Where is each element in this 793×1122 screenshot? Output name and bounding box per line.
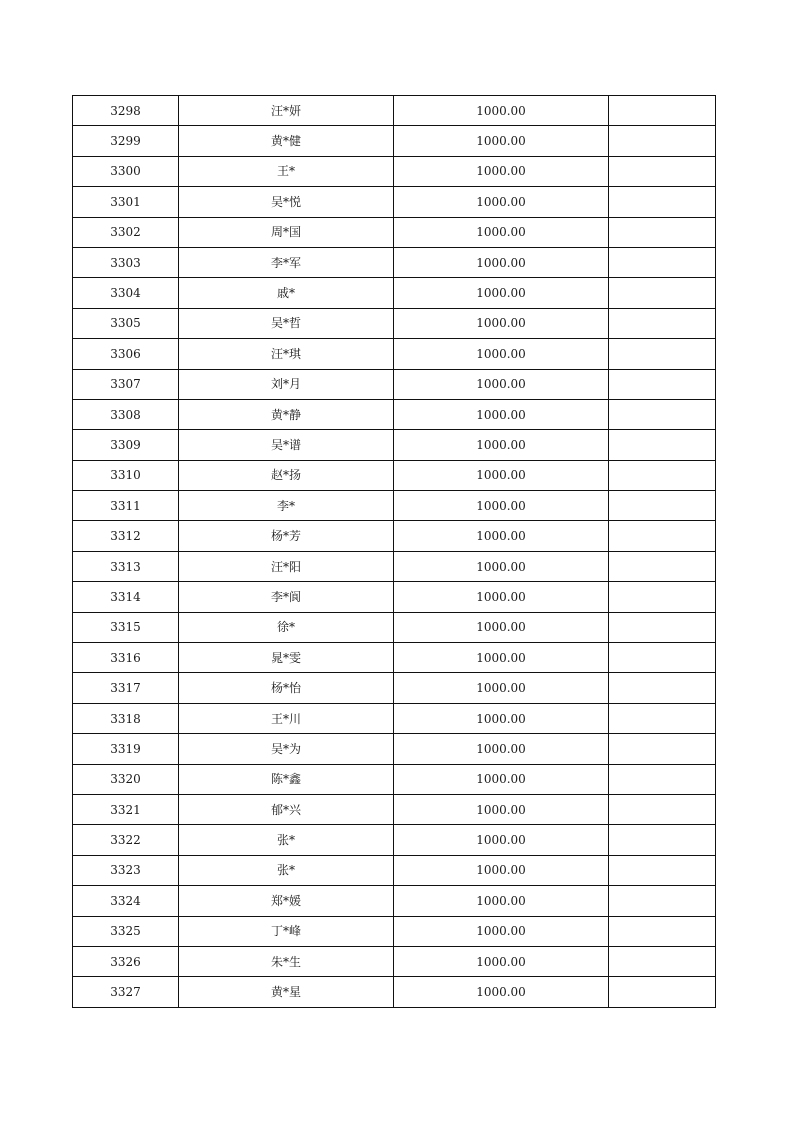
payment-table-body [73, 96, 716, 1008]
serial-number-cell: 3299 [73, 126, 179, 156]
table-row [73, 126, 716, 156]
remark-cell [609, 582, 716, 612]
serial-number-cell: 3321 [73, 794, 179, 824]
serial-number-cell: 3320 [73, 764, 179, 794]
table-row [73, 247, 716, 277]
amount-cell: 1000.00 [394, 551, 609, 581]
table-row [73, 339, 716, 369]
name-cell: 戚* [179, 278, 394, 308]
amount-cell: 1000.00 [394, 673, 609, 703]
table-row [73, 977, 716, 1007]
table-row [73, 430, 716, 460]
remark-cell [609, 247, 716, 277]
name-cell: 杨*怡 [179, 673, 394, 703]
name-cell: 杨*芳 [179, 521, 394, 551]
serial-number-cell: 3323 [73, 855, 179, 885]
amount-cell: 1000.00 [394, 946, 609, 976]
table-row [73, 582, 716, 612]
table-row [73, 703, 716, 733]
name-cell: 周*国 [179, 217, 394, 247]
name-cell: 汪*妍 [179, 96, 394, 126]
amount-cell: 1000.00 [394, 187, 609, 217]
payment-table [72, 95, 716, 1008]
serial-number-cell: 3298 [73, 96, 179, 126]
remark-cell [609, 369, 716, 399]
remark-cell [609, 156, 716, 186]
amount-cell: 1000.00 [394, 643, 609, 673]
amount-cell: 1000.00 [394, 886, 609, 916]
remark-cell [609, 643, 716, 673]
serial-number-cell: 3314 [73, 582, 179, 612]
name-cell: 王* [179, 156, 394, 186]
amount-cell: 1000.00 [394, 582, 609, 612]
name-cell: 李*阆 [179, 582, 394, 612]
table-row [73, 551, 716, 581]
name-cell: 李*军 [179, 247, 394, 277]
remark-cell [609, 855, 716, 885]
serial-number-cell: 3325 [73, 916, 179, 946]
serial-number-cell: 3316 [73, 643, 179, 673]
name-cell: 吴*谱 [179, 430, 394, 460]
remark-cell [609, 96, 716, 126]
remark-cell [609, 825, 716, 855]
table-row [73, 308, 716, 338]
remark-cell [609, 126, 716, 156]
name-cell: 李* [179, 491, 394, 521]
serial-number-cell: 3324 [73, 886, 179, 916]
amount-cell: 1000.00 [394, 794, 609, 824]
name-cell: 朱*生 [179, 946, 394, 976]
serial-number-cell: 3319 [73, 734, 179, 764]
serial-number-cell: 3305 [73, 308, 179, 338]
table-row [73, 886, 716, 916]
remark-cell [609, 764, 716, 794]
name-cell: 张* [179, 825, 394, 855]
amount-cell: 1000.00 [394, 308, 609, 338]
remark-cell [609, 278, 716, 308]
serial-number-cell: 3303 [73, 247, 179, 277]
amount-cell: 1000.00 [394, 612, 609, 642]
name-cell: 王*川 [179, 703, 394, 733]
remark-cell [609, 734, 716, 764]
name-cell: 陈*鑫 [179, 764, 394, 794]
table-row [73, 643, 716, 673]
remark-cell [609, 977, 716, 1007]
amount-cell: 1000.00 [394, 399, 609, 429]
amount-cell: 1000.00 [394, 156, 609, 186]
serial-number-cell: 3306 [73, 339, 179, 369]
serial-number-cell: 3301 [73, 187, 179, 217]
document-page [72, 95, 715, 1008]
remark-cell [609, 916, 716, 946]
amount-cell: 1000.00 [394, 126, 609, 156]
name-cell: 吴*悦 [179, 187, 394, 217]
amount-cell: 1000.00 [394, 703, 609, 733]
amount-cell: 1000.00 [394, 339, 609, 369]
name-cell: 郑*媛 [179, 886, 394, 916]
amount-cell: 1000.00 [394, 491, 609, 521]
serial-number-cell: 3308 [73, 399, 179, 429]
name-cell: 汪*琪 [179, 339, 394, 369]
serial-number-cell: 3317 [73, 673, 179, 703]
table-row [73, 278, 716, 308]
table-row [73, 825, 716, 855]
amount-cell: 1000.00 [394, 825, 609, 855]
serial-number-cell: 3313 [73, 551, 179, 581]
serial-number-cell: 3326 [73, 946, 179, 976]
amount-cell: 1000.00 [394, 430, 609, 460]
remark-cell [609, 946, 716, 976]
name-cell: 黄*静 [179, 399, 394, 429]
name-cell: 张* [179, 855, 394, 885]
amount-cell: 1000.00 [394, 460, 609, 490]
name-cell: 汪*阳 [179, 551, 394, 581]
name-cell: 赵*扬 [179, 460, 394, 490]
amount-cell: 1000.00 [394, 521, 609, 551]
remark-cell [609, 491, 716, 521]
amount-cell: 1000.00 [394, 217, 609, 247]
amount-cell: 1000.00 [394, 96, 609, 126]
table-row [73, 521, 716, 551]
serial-number-cell: 3327 [73, 977, 179, 1007]
remark-cell [609, 886, 716, 916]
table-row [73, 156, 716, 186]
amount-cell: 1000.00 [394, 369, 609, 399]
serial-number-cell: 3302 [73, 217, 179, 247]
remark-cell [609, 308, 716, 338]
remark-cell [609, 460, 716, 490]
serial-number-cell: 3315 [73, 612, 179, 642]
table-row [73, 369, 716, 399]
serial-number-cell: 3322 [73, 825, 179, 855]
table-row [73, 946, 716, 976]
name-cell: 黄*健 [179, 126, 394, 156]
remark-cell [609, 551, 716, 581]
remark-cell [609, 399, 716, 429]
name-cell: 黄*星 [179, 977, 394, 1007]
remark-cell [609, 794, 716, 824]
serial-number-cell: 3312 [73, 521, 179, 551]
name-cell: 徐* [179, 612, 394, 642]
serial-number-cell: 3307 [73, 369, 179, 399]
serial-number-cell: 3304 [73, 278, 179, 308]
remark-cell [609, 430, 716, 460]
remark-cell [609, 521, 716, 551]
table-row [73, 399, 716, 429]
table-row [73, 217, 716, 247]
amount-cell: 1000.00 [394, 247, 609, 277]
amount-cell: 1000.00 [394, 734, 609, 764]
remark-cell [609, 703, 716, 733]
table-row [73, 96, 716, 126]
amount-cell: 1000.00 [394, 916, 609, 946]
remark-cell [609, 339, 716, 369]
serial-number-cell: 3310 [73, 460, 179, 490]
name-cell: 吴*为 [179, 734, 394, 764]
amount-cell: 1000.00 [394, 764, 609, 794]
table-row [73, 794, 716, 824]
name-cell: 郁*兴 [179, 794, 394, 824]
remark-cell [609, 612, 716, 642]
name-cell: 丁*峰 [179, 916, 394, 946]
table-row [73, 612, 716, 642]
table-row [73, 764, 716, 794]
table-row [73, 491, 716, 521]
amount-cell: 1000.00 [394, 855, 609, 885]
remark-cell [609, 673, 716, 703]
table-row [73, 916, 716, 946]
amount-cell: 1000.00 [394, 278, 609, 308]
remark-cell [609, 217, 716, 247]
serial-number-cell: 3309 [73, 430, 179, 460]
table-row [73, 460, 716, 490]
name-cell: 晁*雯 [179, 643, 394, 673]
serial-number-cell: 3311 [73, 491, 179, 521]
table-row [73, 734, 716, 764]
remark-cell [609, 187, 716, 217]
amount-cell: 1000.00 [394, 977, 609, 1007]
serial-number-cell: 3300 [73, 156, 179, 186]
table-row [73, 673, 716, 703]
name-cell: 吴*哲 [179, 308, 394, 338]
table-row [73, 187, 716, 217]
table-row [73, 855, 716, 885]
serial-number-cell: 3318 [73, 703, 179, 733]
name-cell: 刘*月 [179, 369, 394, 399]
